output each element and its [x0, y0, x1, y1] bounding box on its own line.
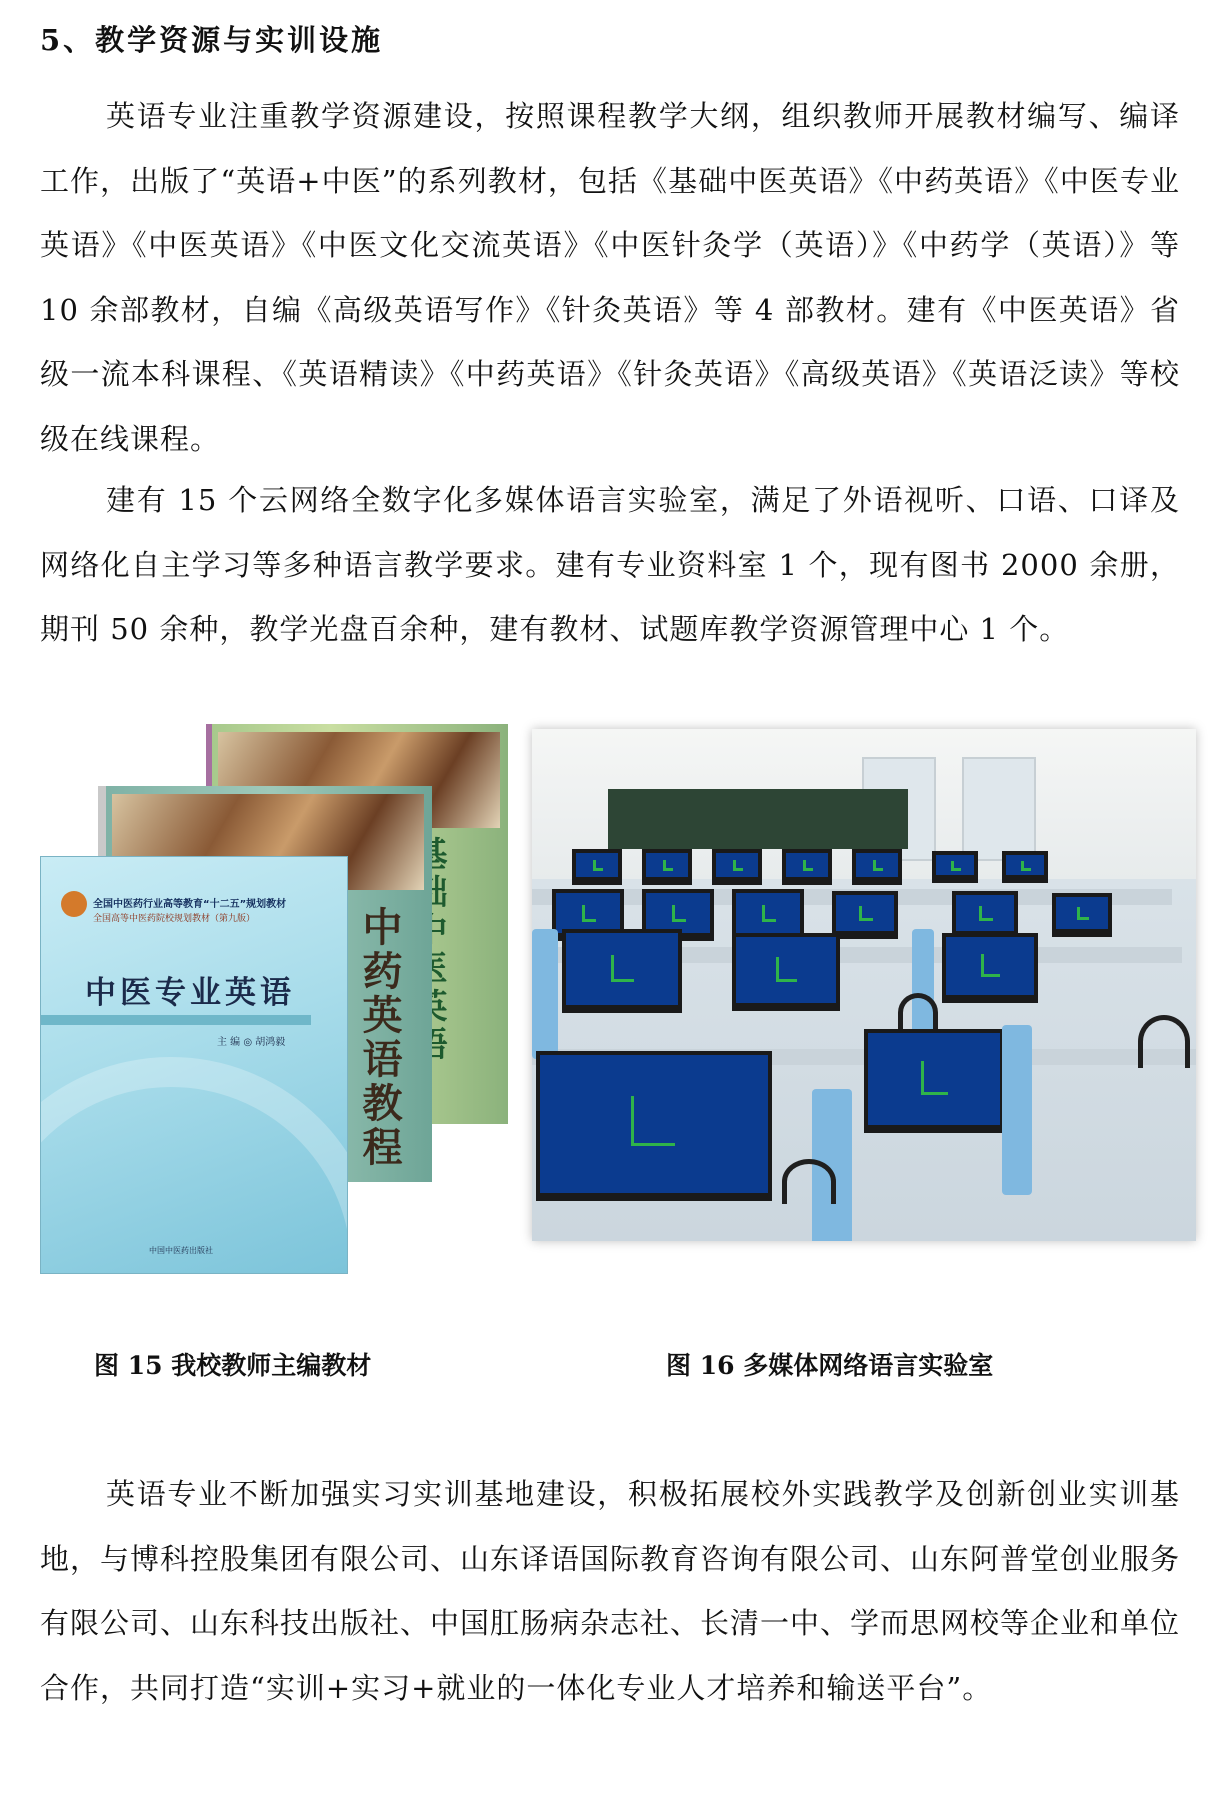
figure-15-book-covers	[40, 724, 502, 1272]
monitor	[832, 891, 898, 939]
figure-15-caption: 图 15 我校教师主编教材	[94, 1351, 372, 1380]
headphones-icon	[1138, 1015, 1190, 1068]
cover-bar	[41, 1015, 311, 1025]
monitor	[732, 933, 840, 1011]
monitor	[1002, 851, 1048, 883]
blackboard	[608, 789, 908, 849]
monitor	[932, 851, 978, 883]
monitor	[562, 929, 682, 1013]
paragraph-language-labs: 建有 15 个云网络全数字化多媒体语言实验室，满足了外语视听、口语、口译及网络化自主学习等多种语言教学要求。建有专业资料室 1 个，现有图书 2000 余册，期刊 50 余种，教学光盘百余种，建有教材、试题库教学资源管理中心 1 个。	[40, 483, 1180, 646]
book-series: 全国中医药行业高等教育“十二五”规划教材	[93, 899, 287, 910]
paragraph-teaching-materials: 英语专业注重教学资源建设，按照课程教学大纲，组织教师开展教材编写、编译工作，出版了“英语+中医”的系列教材，包括《基础中医英语》《中药英语》《中医专业英语》《中医英语》《中医文化交流英语》《中医针灸学（英语）》《中药学（英语）》等 10 余部教材，自编《高级英语写作》《针灸英语》等 4 部教材。建有《中医英语》省级一流本科课程、《英语精读》《中药英语》《针灸英语》《高级英语》《英语泛读》等校级在线课程。	[40, 99, 1180, 456]
book-publisher: 中国中医药出版社	[149, 1246, 213, 1255]
monitor	[952, 891, 1018, 939]
headphones-icon	[782, 1159, 836, 1204]
desk-divider	[1002, 1025, 1032, 1195]
section-heading: 5、教学资源与实训设施	[40, 23, 384, 57]
monitor	[572, 849, 622, 885]
figure-16-caption: 图 16 多媒体网络语言实验室	[666, 1351, 994, 1380]
cover-decoration	[40, 1057, 348, 1274]
book-editor: 主 编 ◎ 胡鸿毅	[217, 1037, 286, 1048]
monitor	[852, 849, 902, 885]
figure-16-language-lab-photo	[532, 729, 1196, 1241]
desk-divider	[532, 929, 558, 1059]
paragraph-practice-bases: 英语专业不断加强实习实训基地建设，积极拓展校外实践教学及创新创业实训基地，与博科控股集团有限公司、山东译语国际教育咨询有限公司、山东阿普堂创业服务有限公司、山东科技出版社、中国肛肠病杂志社、长清一中、学而思网校等企业和单位合作，共同打造“实训+实习+就业的一体化专业人才培养和输送平台”。	[40, 1477, 1181, 1705]
monitor	[782, 849, 832, 885]
book-cover-tcm-professional-english	[40, 856, 348, 1274]
publisher-logo-icon	[61, 891, 87, 917]
book-series-sub: 全国高等中医药院校规划教材（第九版）	[93, 914, 256, 924]
book-title-front: 中医专业英语	[85, 975, 295, 1011]
monitor	[864, 1029, 1004, 1133]
monitor	[942, 933, 1038, 1003]
headphones-icon	[898, 993, 938, 1032]
book-title-mid: 中药英语教程	[356, 906, 403, 1170]
monitor	[1052, 893, 1112, 937]
monitor	[536, 1051, 772, 1201]
monitor	[642, 849, 692, 885]
monitor	[712, 849, 762, 885]
window	[962, 757, 1036, 861]
